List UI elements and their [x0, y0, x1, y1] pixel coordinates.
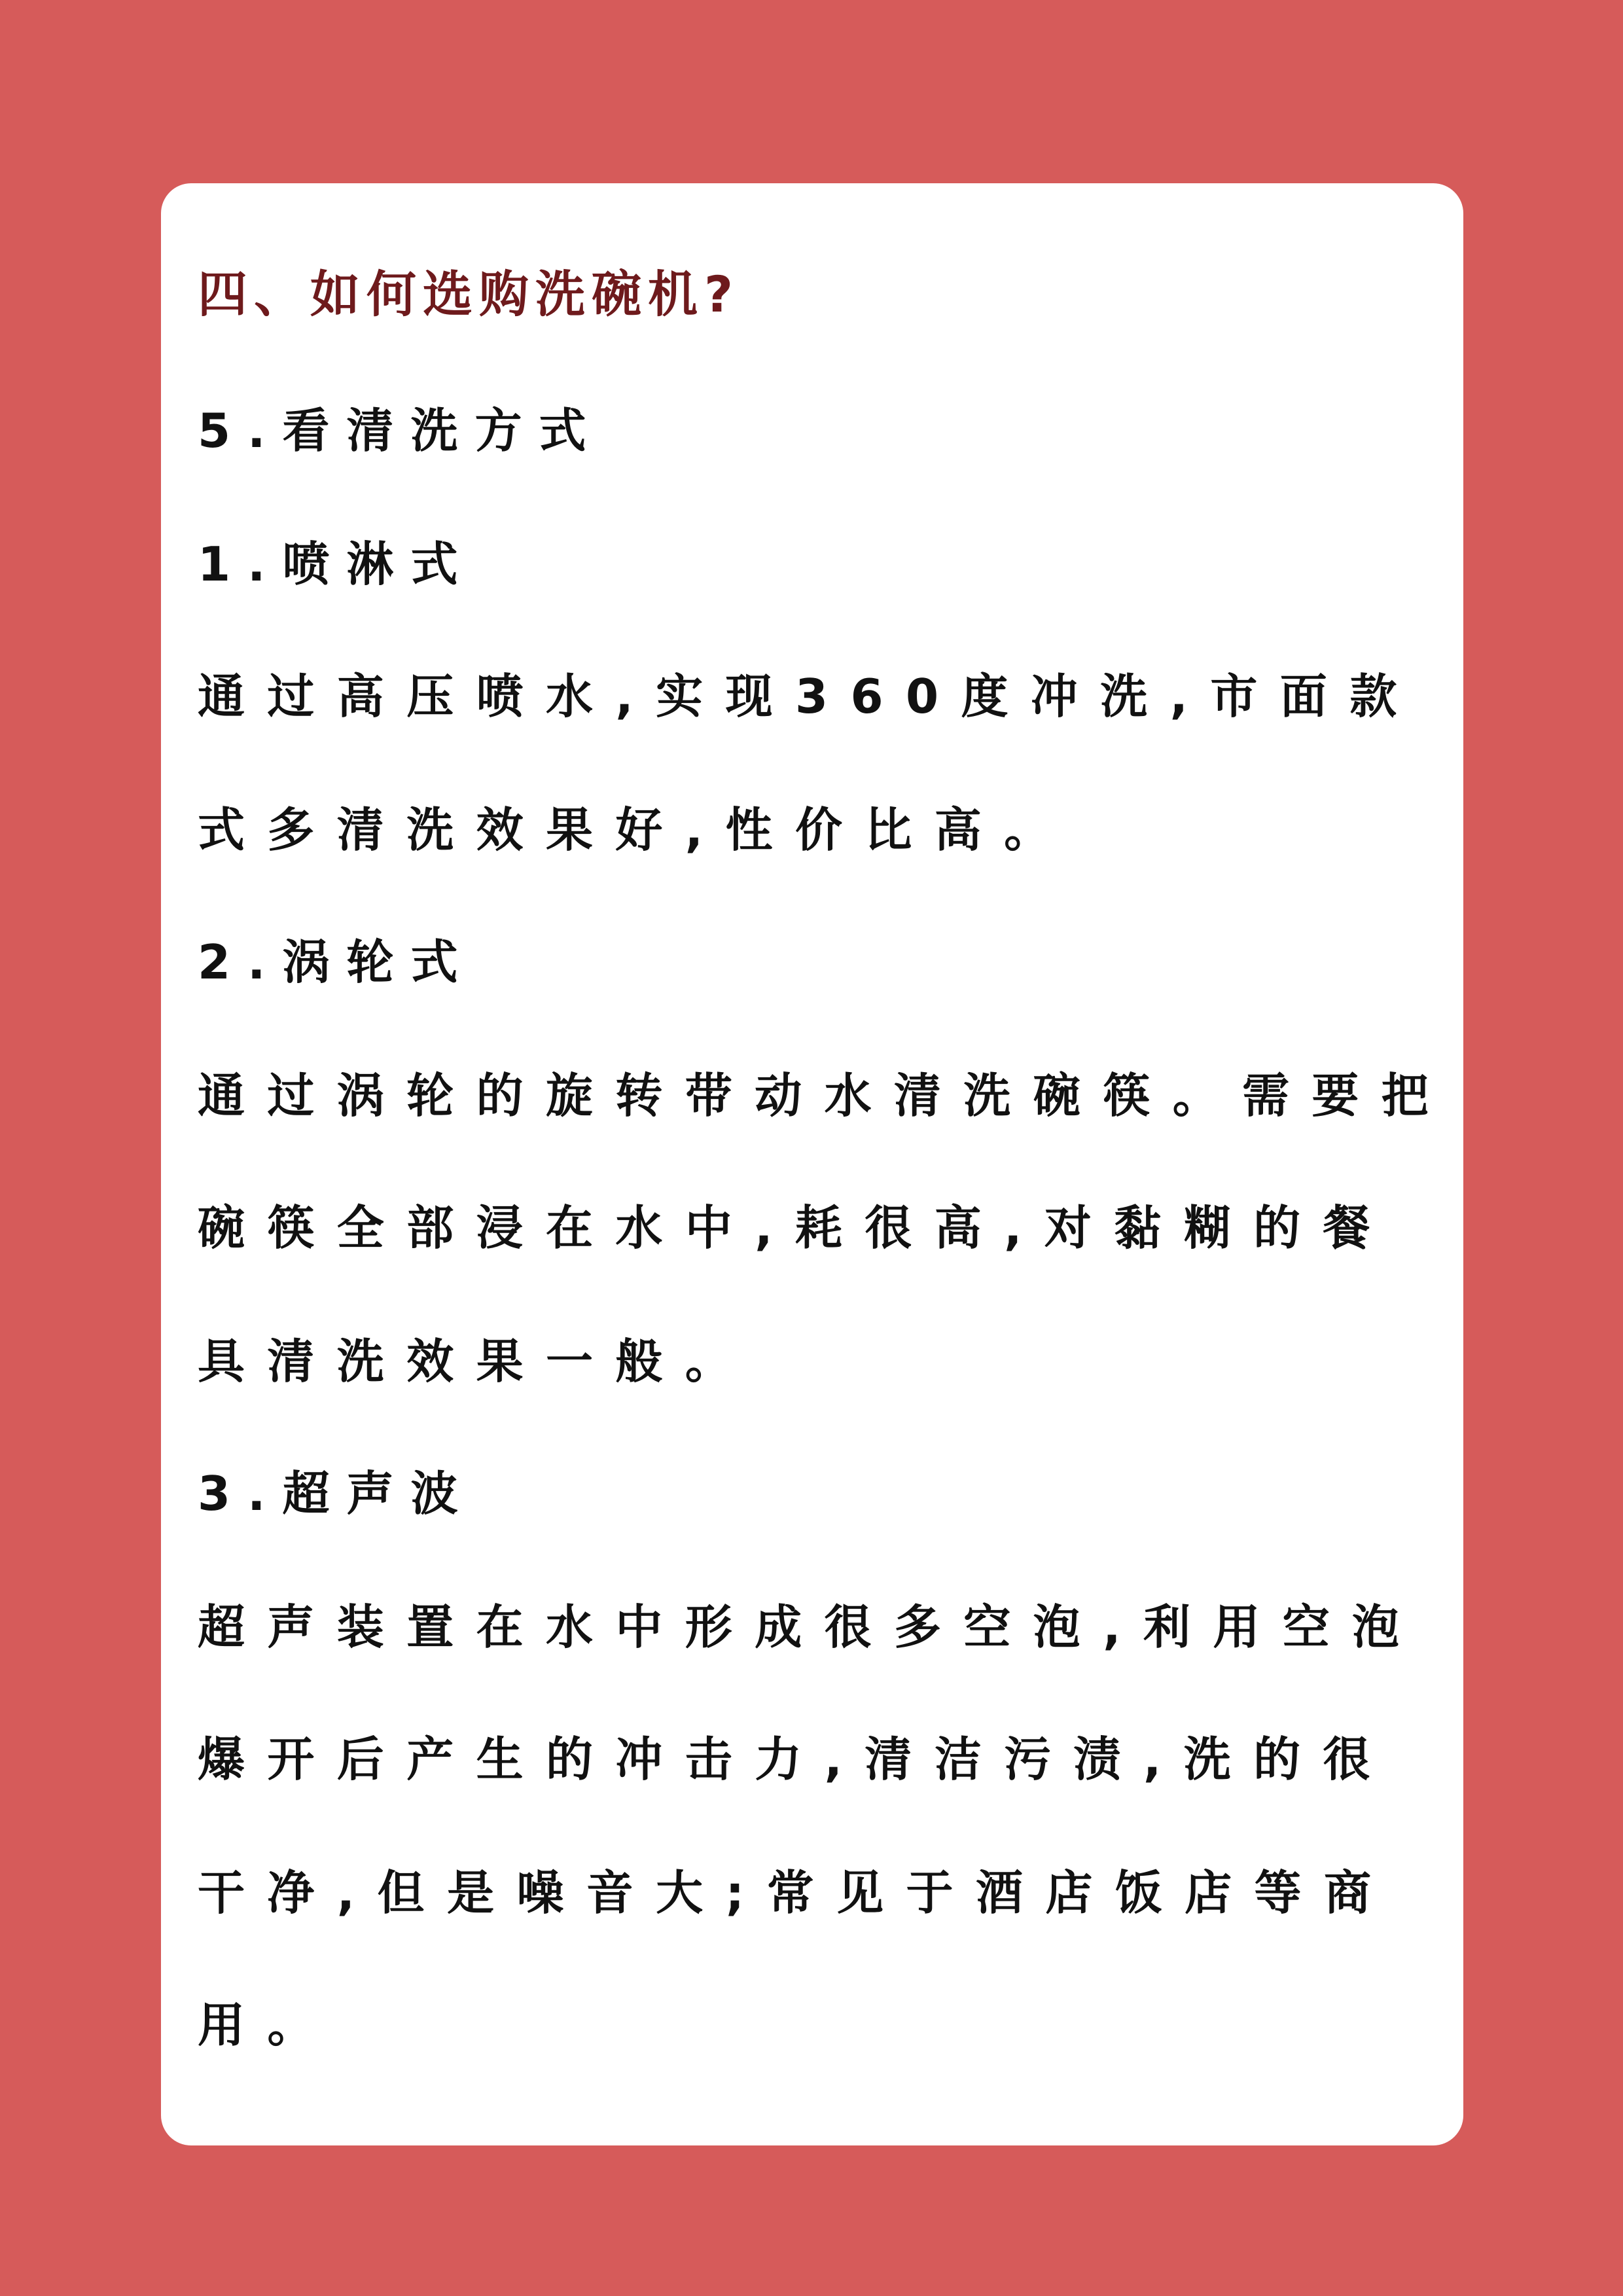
ultrasonic-text-line: 超声装置在水中形成很多空泡,利用空泡: [198, 1600, 1422, 1655]
spray-text-line: 式多清洗效果好,性价比高。: [198, 802, 1074, 857]
ultrasonic-text-line: 用。: [198, 1998, 337, 2053]
ultrasonic-text-line: 干净,但是噪音大;常见于酒店饭店等商: [198, 1865, 1394, 1920]
turbine-text-line: 具清洗效果一般。: [198, 1334, 755, 1389]
turbine-text-line: 碗筷全部浸在水中,耗很高,对黏糊的餐: [198, 1200, 1393, 1255]
spray-title: 1.喷淋式: [198, 537, 475, 592]
ultrasonic-title: 3.超声波: [198, 1466, 475, 1521]
section-title: 5.看清洗方式: [198, 403, 603, 458]
page-title: 四、如何选购洗碗机?: [198, 265, 740, 323]
content-card: [161, 183, 1463, 2145]
turbine-text-line: 通过涡轮的旋转带动水清洗碗筷。需要把: [198, 1068, 1452, 1123]
ultrasonic-text-line: 爆开后产生的冲击力,清洁污渍,洗的很: [198, 1732, 1393, 1787]
spray-text-line: 通过高压喷水,实现360度冲洗,市面款: [198, 669, 1419, 724]
turbine-title: 2.涡轮式: [198, 935, 475, 990]
